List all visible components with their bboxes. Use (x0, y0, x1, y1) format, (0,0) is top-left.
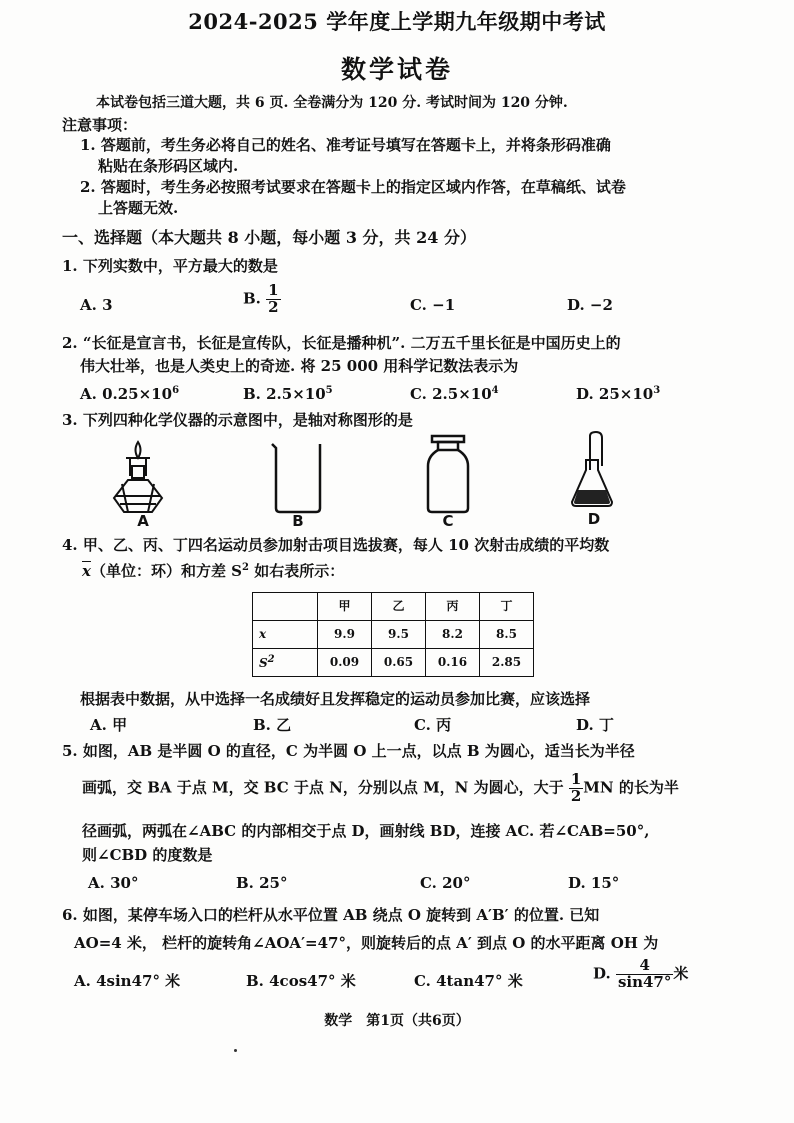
notice-heading: 注意事项： (62, 116, 138, 134)
table-cell: 2.85 (480, 649, 534, 677)
q5-option-a: A. 30° (88, 874, 139, 892)
q4-option-d: D. 丁 (576, 716, 614, 734)
notice-item-1-cont: 粘贴在条形码区域内. (98, 157, 239, 175)
table-header-cell: 丙 (426, 593, 480, 621)
reagent-bottle-figure (420, 434, 476, 514)
table-header-cell: 甲 (318, 593, 372, 621)
figure-label-d: D (587, 510, 601, 528)
q2-option-a: A. $0.25\times 10^6$ (80, 385, 180, 403)
table-header-cell (253, 593, 318, 621)
q2-option-c: C. $2.5\times 10^4$ (410, 385, 499, 403)
question-6-line-1: 6. 如图，某停车场入口的栏杆从水平位置 AB 绕点 O 旋转到 A′B′ 的位置. 已知 (62, 906, 600, 924)
table-cell: 9.5 (372, 621, 426, 649)
scan-speck (234, 1049, 237, 1052)
question-4-line-3: 根据表中数据，从中选择一名成绩好且发挥稳定的运动员参加比赛，应该选择 (80, 690, 591, 708)
beaker-figure (268, 440, 328, 514)
exam-title: 2024-2025 学年度上学期九年级期中考试 (188, 9, 606, 34)
q6-option-b: B. 4cos47° 米 (246, 972, 356, 990)
q4-option-b: B. 乙 (253, 716, 292, 734)
q5-option-c: C. 20° (420, 874, 471, 892)
page-footer: 数学 第1页（共6页） (324, 1013, 470, 1029)
q1-option-a: A. 3 (80, 296, 113, 314)
exam-subtitle: 数学试卷 (340, 55, 453, 84)
figure-label-b: B (292, 512, 304, 530)
table-cell: 0.16 (426, 649, 480, 677)
table-cell: 0.09 (318, 649, 372, 677)
section-heading: 一、选择题（本大题共 8 小题，每小题 3 分，共 24 分） (62, 228, 476, 247)
q1-option-b: B. $\frac{1}{2}$ (243, 281, 279, 316)
table-row (253, 621, 534, 649)
question-1-stem: 1. 下列实数中，平方最大的数是 (62, 257, 278, 275)
q4-option-c: C. 丙 (414, 716, 452, 734)
q1-option-d: D. −2 (567, 296, 613, 314)
question-5-line-2: 画弧，交 BA 于点 M，交 BC 于点 N，分别以点 M，N 为圆心，大于 $\frac{1}{2}$ MN 的长为半 (82, 770, 679, 805)
q6-option-c: C. 4tan47° 米 (414, 972, 523, 990)
table-cell: 8.5 (480, 621, 534, 649)
question-4-line-1: 4. 甲、乙、丙、丁四名运动员参加射击项目选拔赛，每人 10 次射击成绩的平均数 (62, 536, 610, 554)
q6-option-d: D. $\frac{4}{\sin 47^\circ}$ 米 (593, 956, 689, 991)
notice-item-1: 1. 答题前，考生务必将自己的姓名、准考证号填写在答题卡上，并将条形码准确 (80, 136, 611, 154)
figure-label-a: A (137, 512, 149, 530)
question-4-line-2: $\overline{x}$（单位：环）和方差 $S^2$ 如右表所示： (82, 562, 345, 580)
q1-option-c: C. −1 (410, 296, 456, 314)
intro-text: 本试卷包括三道大题，共 6 页. 全卷满分为 120 分. 考试时间为 120 分钟. (96, 95, 568, 111)
q2-option-d: D. $25\times 10^3$ (576, 385, 661, 403)
table-header-cell: 丁 (480, 593, 534, 621)
question-5-line-4: 则∠CBD 的度数是 (82, 846, 213, 864)
q4-option-a: A. 甲 (90, 716, 128, 734)
question-3-stem: 3. 下列四种化学仪器的示意图中，是轴对称图形的是 (62, 411, 413, 429)
question-5-line-1: 5. 如图，AB 是半圆 O 的直径，C 为半圆 O 上一点，以点 B 为圆心，适当长为半径 (62, 742, 635, 760)
notice-item-2-cont: 上答题无效. (98, 199, 179, 217)
table-row-label: x (253, 621, 318, 649)
table-header-row (253, 593, 534, 621)
figure-label-c: C (442, 512, 454, 530)
alcohol-lamp-figure (108, 438, 178, 518)
notice-item-2: 2. 答题时，考生务必按照考试要求在答题卡上的指定区域内作答，在草稿纸、试卷 (80, 178, 626, 196)
table-header-cell: 乙 (372, 593, 426, 621)
q2-option-b: B. $2.5\times 10^5$ (243, 385, 333, 403)
question-2-line-2: 伟大壮举，也是人类史上的奇迹. 将 25 000 用科学记数法表示为 (80, 357, 519, 375)
q5-option-d: D. 15° (568, 874, 620, 892)
table-row-label: $S^2$ (253, 649, 318, 677)
q6-option-a: A. 4sin47° 米 (74, 972, 181, 990)
table-cell: 8.2 (426, 621, 480, 649)
flask-figure (568, 430, 624, 510)
question-5-line-3: 径画弧，两弧在∠ABC 的内部相交于点 D，画射线 BD，连接 AC. 若∠CAB=50°, (82, 822, 650, 840)
score-table (252, 592, 534, 677)
question-2-line-1: 2. “长征是宣言书，长征是宣传队，长征是播种机”. 二万五千里长征是中国历史上的 (62, 334, 621, 352)
table-cell: 9.9 (318, 621, 372, 649)
table-cell: 0.65 (372, 649, 426, 677)
question-6-line-2: AO=4 米， 栏杆的旋转角∠AOA′=47°，则旋转后的点 A′ 到点 O 的水平距离 OH 为 (74, 934, 659, 952)
table-row (253, 649, 534, 677)
q5-option-b: B. 25° (236, 874, 288, 892)
